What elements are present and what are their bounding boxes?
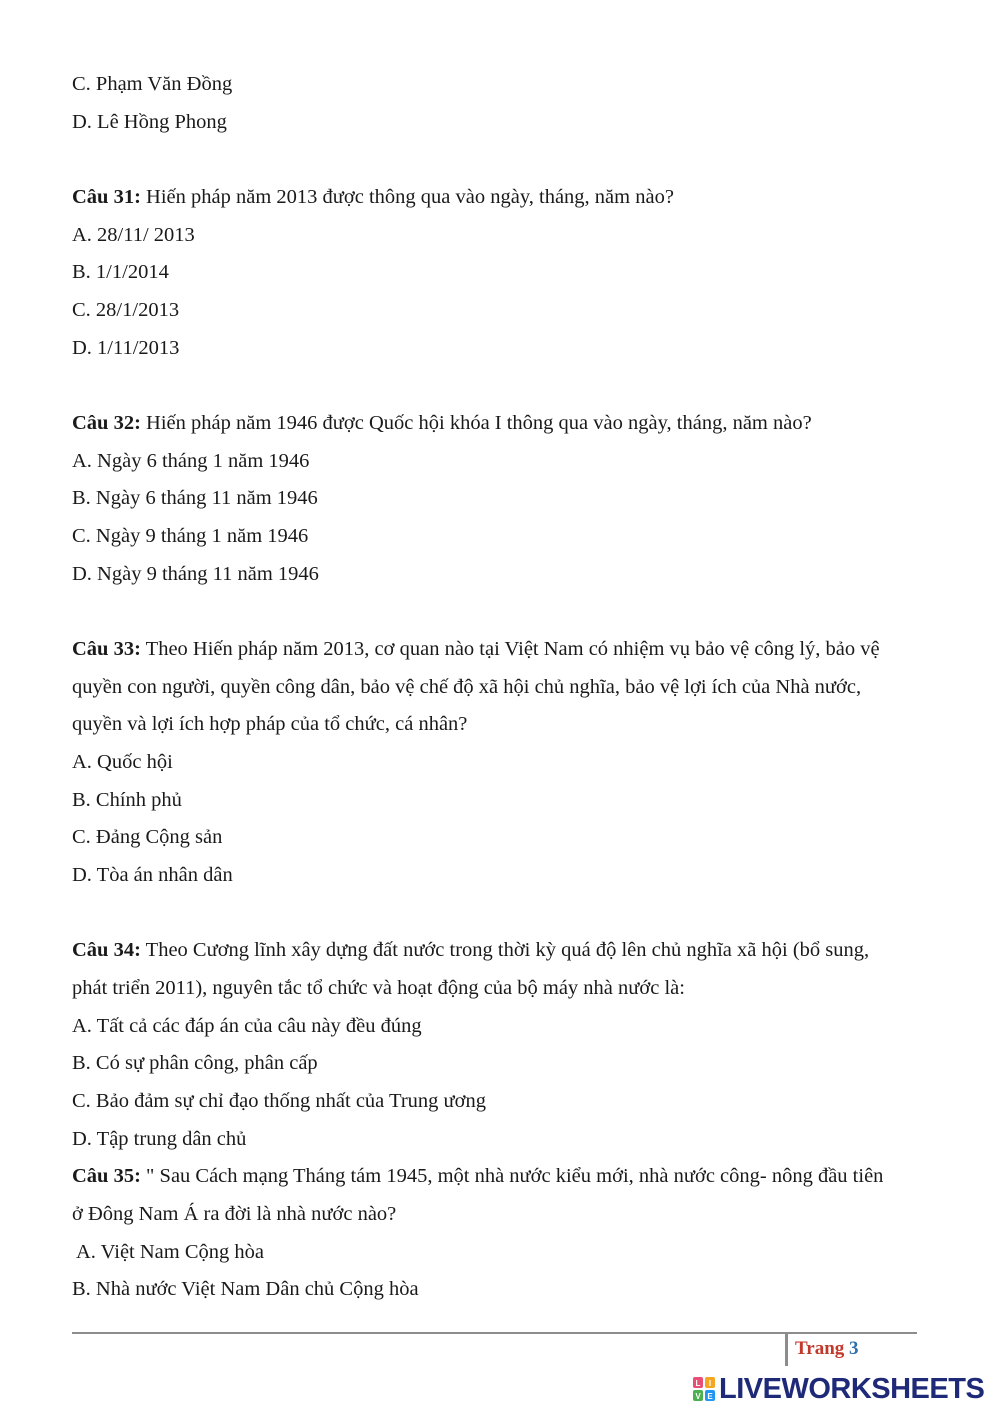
svg-text:L: L: [695, 1379, 701, 1388]
svg-text:V: V: [695, 1392, 701, 1401]
question-label: Câu 35:: [72, 1165, 141, 1187]
question-label: Câu 32:: [72, 412, 141, 434]
liveworksheets-logo[interactable]: [692, 1374, 984, 1404]
answer-option: C. Đảng Cộng sản: [72, 826, 223, 848]
svg-text:I: I: [708, 1379, 712, 1388]
answer-option: B. Ngày 6 tháng 11 năm 1946: [72, 487, 318, 509]
question-31: Câu 31: Hiến pháp năm 2013 được thông qua vào ngày, tháng, năm nào?: [72, 186, 674, 208]
question-label: Câu 31:: [72, 186, 141, 208]
answer-option: B. Có sự phân công, phân cấp: [72, 1052, 318, 1074]
answer-option: C. Ngày 9 tháng 1 năm 1946: [72, 525, 309, 547]
question-text-continued: quyền và lợi ích hợp pháp của tổ chức, cá nhân?: [72, 713, 468, 735]
answer-option: A. Quốc hội: [72, 751, 173, 773]
brand-name: LIVEWORKSHEETS: [719, 1373, 985, 1405]
answer-option: B. Chính phủ: [72, 789, 182, 811]
question-text-continued: ở Đông Nam Á ra đời là nhà nước nào?: [72, 1203, 397, 1225]
answer-option: A. Việt Nam Cộng hòa: [76, 1241, 264, 1263]
answer-option: A. Ngày 6 tháng 1 năm 1946: [72, 450, 310, 472]
answer-option: C. 28/1/2013: [72, 299, 180, 321]
answer-option: C. Bảo đảm sự chỉ đạo thống nhất của Trung ương: [72, 1090, 486, 1112]
question-32: Câu 32: Hiến pháp năm 1946 được Quốc hội khóa I thông qua vào ngày, tháng, năm nào?: [72, 412, 812, 434]
line-1: C. Phạm Văn Đồng: [72, 73, 233, 95]
answer-option: D. Tập trung dân chủ: [72, 1128, 247, 1150]
question-34: Câu 34: Theo Cương lĩnh xây dựng đất nước trong thời kỳ quá độ lên chủ nghĩa xã hội (bổ sung,: [72, 939, 870, 961]
question-text-continued: phát triển 2011), nguyên tắc tổ chức và hoạt động của bộ máy nhà nước là:: [72, 977, 685, 999]
question-33: Câu 33: Theo Hiến pháp năm 2013, cơ quan nào tại Việt Nam có nhiệm vụ bảo vệ công lý, bảo vệ: [72, 638, 880, 660]
answer-option: A. 28/11/ 2013: [72, 224, 195, 246]
footer-page-divider: [785, 1334, 788, 1366]
footer-divider: [72, 1332, 917, 1334]
svg-text:E: E: [707, 1392, 713, 1401]
question-label: Câu 33:: [72, 638, 141, 660]
page-number: Trang 3: [795, 1338, 859, 1359]
question-text-continued: quyền con người, quyền công dân, bảo vệ chế độ xã hội chủ nghĩa, bảo vệ lợi ích của Nhà nước,: [72, 676, 862, 698]
question-label: Câu 34:: [72, 939, 141, 961]
answer-option: D. 1/11/2013: [72, 337, 180, 359]
answer-option: B. Nhà nước Việt Nam Dân chủ Cộng hòa: [72, 1278, 419, 1300]
question-35: Câu 35: " Sau Cách mạng Tháng tám 1945, một nhà nước kiểu mới, nhà nước công- nông đầu tiên: [72, 1165, 884, 1187]
answer-option: D. Tòa án nhân dân: [72, 864, 233, 886]
answer-option: B. 1/1/2014: [72, 261, 169, 283]
answer-option: A. Tất cả các đáp án của câu này đều đúng: [72, 1015, 422, 1037]
liveworksheets-logo-icon: [692, 1376, 716, 1402]
line-2: D. Lê Hồng Phong: [72, 111, 227, 133]
answer-option: D. Ngày 9 tháng 11 năm 1946: [72, 563, 319, 585]
